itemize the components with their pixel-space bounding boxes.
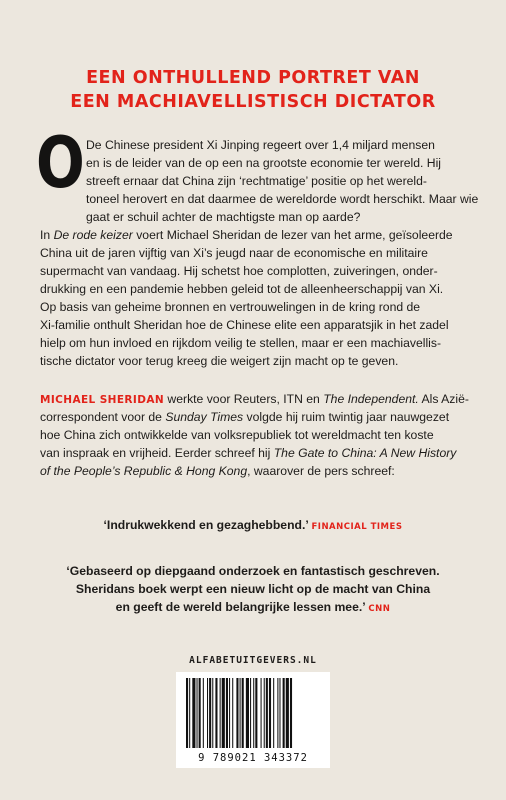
author-line [40,408,449,426]
barcode-bar [273,678,274,748]
headline-line-2: EEN MACHIAVELLISTISCH DICTATOR [70,92,436,112]
barcode-bar [212,678,213,748]
quote-text: ‘Indrukwekkend en gezaghebbend.’ [103,518,309,532]
barcode-bar [197,678,198,748]
headline [0,66,506,114]
author-text: , waarover de pers schreef: [247,464,395,478]
book-title: De rode keizer [53,228,133,242]
author-italic: of the People’s Republic & Hong Kong [40,464,248,478]
barcode-bar [199,678,201,748]
author-text: correspondent voor de [40,410,166,424]
quote-cnn-line: Sheridans boek werpt een nieuw licht op de macht van China [75,582,431,596]
barcode-bar [220,678,221,748]
barcode-bar [222,678,225,748]
author-line [40,390,469,409]
barcode-bar [266,678,268,748]
barcode-bar [290,678,292,748]
quote-text: en geeft de wereld belangrijke lessen mee.’ [115,600,365,614]
intro-line: gaat er schuil achter de machtigste man op aarde? [86,210,361,224]
author-text: Als Azië- [418,392,469,406]
para2-line: hielp om hun invloed en rijkdom veilig te stellen, maar er een machiavellis- [40,336,442,350]
barcode-bar [264,678,265,748]
barcode-bar [189,678,190,748]
quote-source: FINANCIAL TIMES [311,522,403,532]
barcode-bar [246,678,249,748]
barcode-bar [242,678,244,748]
barcode-bar [186,678,188,748]
publisher-website: ALFABETUITGEVERS.NL [189,655,317,666]
barcode-bar [209,678,211,748]
barcode [176,672,330,768]
barcode-bar [279,678,280,748]
author-name: MICHAEL SHERIDAN [40,394,165,406]
author-text: volgde hij ruim twintig jaar nauwgezet [243,410,450,424]
author-text: van inspraak en vrijheid. Eerder schreef hij [40,446,274,460]
author-text: werkte voor Reuters, ITN en [164,392,324,406]
para2-line: Xi-familie onthult Sheridan hoe de Chinese elite een apparatsjik in het zadel [40,318,449,332]
intro-line: De Chinese president Xi Jinping regeert over 1,4 miljard mensen [86,138,435,152]
intro-line: toneel herovert en dat daarmee de wereldorde wordt herschikt. Maar wie [86,192,479,206]
barcode-bar [236,678,238,748]
barcode-bar [203,678,204,748]
intro-line: en is de leider van de op een na grootste economie ter wereld. Hij [86,156,442,170]
barcode-bar [283,678,285,748]
author-italic: The Independent. [323,392,419,406]
barcode-bar [229,678,230,748]
para2-line: drukking en een pandemie hebben geleid tot de alleenheerschappij van Xi. [40,282,444,296]
para2-line: tische dictator voor terug kreeg die weigert zijn macht op te geven. [40,354,399,368]
barcode-bar [250,678,251,748]
barcode-bar [261,678,262,748]
author-line: hoe China zich ontwikkelde van volksrepubliek tot wereldmacht ten koste [40,428,434,442]
author-line [40,444,456,462]
drop-cap: O [36,122,85,204]
author-italic: The Gate to China: A New History [273,446,457,460]
para2-after: voert Michael Sheridan de lezer van het arme, geïsoleerde [132,228,453,242]
barcode-bar [192,678,195,748]
para2-line: Op basis van geheime bronnen en vertrouwelingen in de kring rond de [40,300,421,314]
barcode-bar [226,678,228,748]
barcode-bar [277,678,278,748]
para2-line [40,226,453,244]
barcode-bar [207,678,208,748]
quote-cnn-line [0,598,506,618]
barcode-bar [253,678,254,748]
para2-line: supermacht van vandaag. Hij schetst hoe complotten, zuiveringen, onder- [40,264,438,278]
barcode-bar [286,678,289,748]
para2-lead: In [40,228,54,242]
author-italic: Sunday Times [165,410,244,424]
author-line [40,462,395,480]
para2-line: China uit de jaren vijftig van Xi’s jeugd naar de economische en militaire [40,246,428,260]
intro-line: streeft ernaar dat China zijn ‘rechtmatige’ positie op het wereld- [86,174,427,188]
barcode-bar [232,678,233,748]
barcode-bar [240,678,241,748]
barcode-bar [269,678,271,748]
quote-source: CNN [368,604,391,614]
headline-line-1: EEN ONTHULLEND PORTRET VAN [86,68,420,88]
barcode-bar [215,678,217,748]
isbn-number: 9 789021 343372 [198,752,308,764]
barcode-bar [255,678,257,748]
quote-financial-times [0,516,506,536]
quote-cnn-line: ‘Gebaseerd op diepgaand onderzoek en fantastisch geschreven. [66,564,440,578]
